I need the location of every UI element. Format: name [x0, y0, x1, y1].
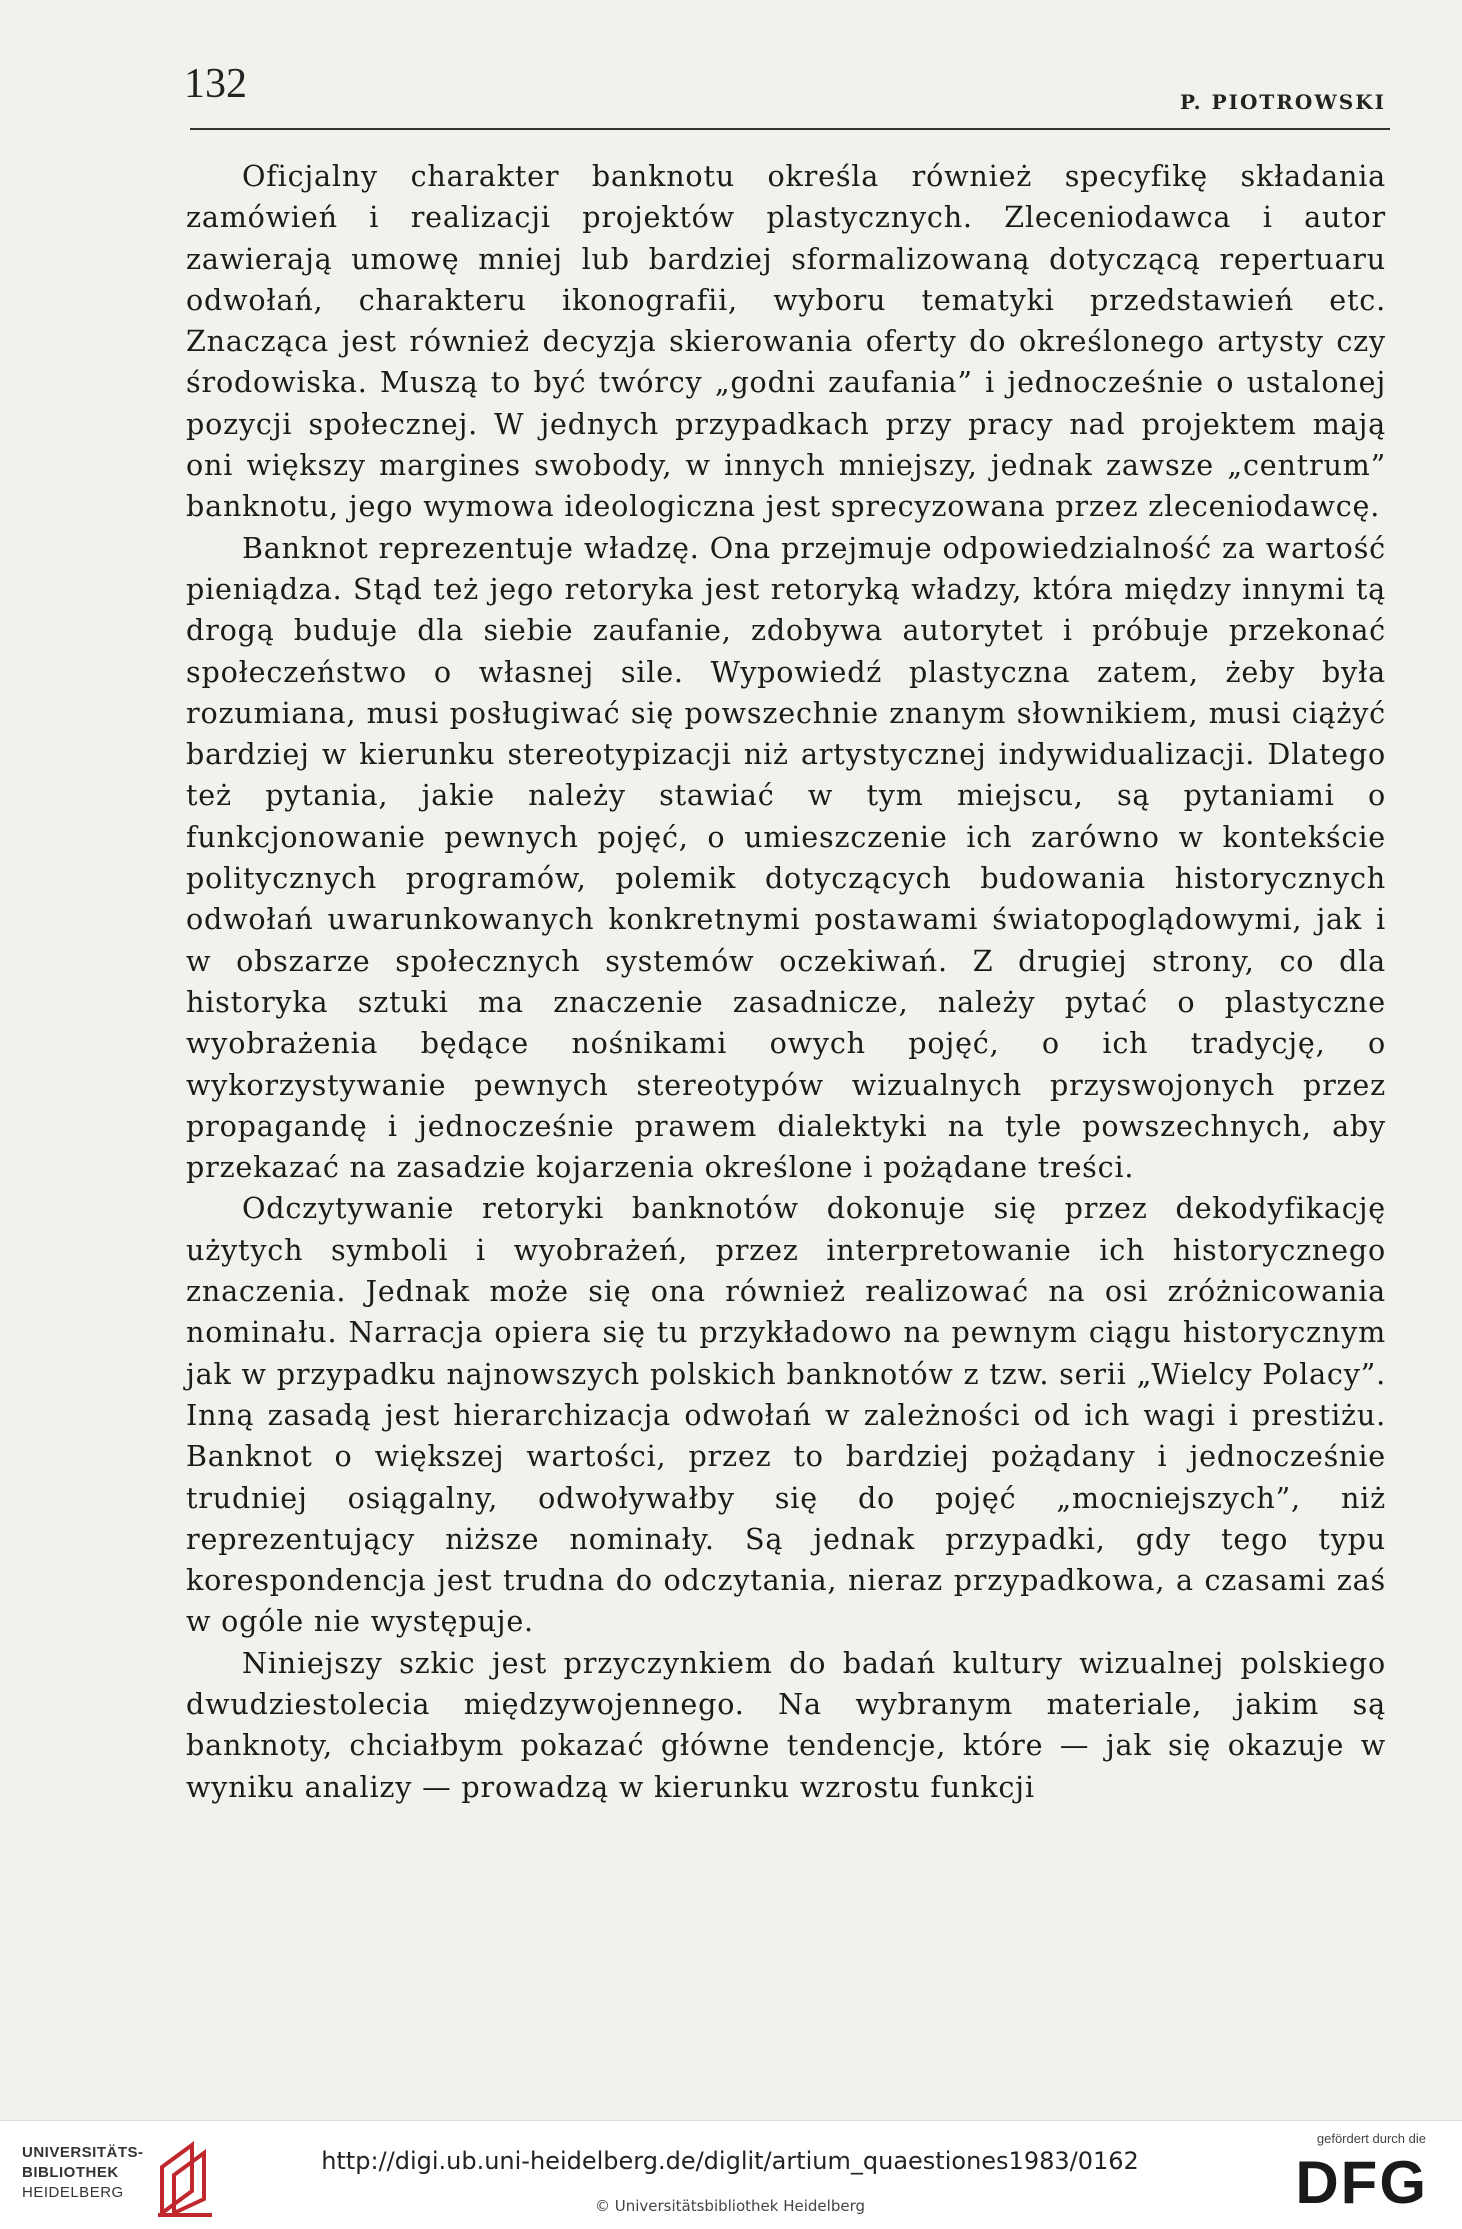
header-rule	[190, 128, 1390, 130]
paragraph-1: Oficjalny charakter banknotu określa również specyfikę składania zamówień i realizacji projektów plastycznych. Zleceniodawca i autor zawierają umowę mniej lub bardziej sformalizowaną dotyczącą repertuaru odwołań, charakteru ikonografii, wyboru tematyki przedstawień etc. Znacząca jest również decyzja skierowania oferty do określonego artysty czy środowiska. Muszą to być twórcy „godni zaufania” i jednocześnie o ustalonej pozycji społecznej. W jednych przypadkach przy pracy nad projektem mają oni większy margines swobody, w innych mniejszy, jednak zawsze „centrum” banknotu, jego wymowa ideologiczna jest sprecyzowana przez zleceniodawcę.	[186, 159, 1386, 524]
text-body	[186, 156, 1386, 1808]
logo-line-3: HEIDELBERG	[22, 2184, 124, 2201]
running-head: P. PIOTROWSKI	[1179, 90, 1386, 114]
logo-line-1: UNIVERSITÄTS-	[22, 2144, 144, 2161]
paragraph-4: Niniejszy szkic jest przyczynkiem do badań kultury wizualnej polskiego dwudziestolecia międzywojennego. Na wybranym materiale, jakim są banknoty, chciałbym pokazać główne tendencje, które — jak się okazuje w wyniku analizy — prowadzą w kierunku wzrostu funkcji	[186, 1645, 1386, 1804]
logo-line-2: BIBLIOTHEK	[22, 2164, 119, 2181]
copyright-notice: © Universitätsbibliothek Heidelberg	[594, 2197, 865, 2215]
university-library-logo[interactable]	[22, 2139, 282, 2219]
paragraph-3: Odczytywanie retoryki banknotów dokonuje się przez dekodyfikację użytych symboli i wyobrażeń, przez interpretowanie ich historycznego znaczenia. Jednak może się ona również realizować na osi zróżnicowania nominału. Narracja opiera się tu przykładowo na pewnym ciągu historycznym jak w przypadku najnowszych polskich banknotów z tzw. serii „Wielcy Polacy”. Inną zasadą jest hierarchizacja odwołań w zależności od ich wagi i prestiżu. Banknot o większej wartości, przez to bardziej pożądany i jednocześnie trudniej osiągalny, odwoływałby się do pojęć „mocniejszych”, niż reprezentujący niższe nominały. Są jednak przypadki, gdy tego typu korespondencja jest trudna do odczytania, nieraz przypadkowa, a czasami zaś w ogóle nie występuje.	[186, 1191, 1386, 1639]
source-url-link[interactable]: http://digi.ub.uni-heidelberg.de/diglit/artium_quaestiones1983/0162	[321, 2147, 1139, 2175]
paragraph-2: Banknot reprezentuje władzę. Ona przejmuje odpowiedzialność za wartość pieniądza. Stąd też jego retoryka jest retoryką władzy, która między innymi tą drogą buduje dla siebie zaufanie, zdobywa autorytet i próbuje przekonać społeczeństwo o własnej sile. Wypowiedź plastyczna zatem, żeby była rozumiana, musi posługiwać się powszechnie znanym słownikiem, musi ciążyć bardziej w kierunku stereotypizacji niż artystycznej indywidualizacji. Dlatego też pytania, jakie należy stawiać w tym miejscu, są pytaniami o funkcjonowanie pewnych pojęć, o umieszczenie ich zarówno w kontekście politycznych programów, polemik dotyczących budowania historycznych odwołań uwarunkowanych konkretnymi postawami światopoglądowymi, jak i w obszarze społecznych systemów oczekiwań. Z drugiej strony, co dla historyka sztuki ma znaczenie zasadnicze, należy pytać o plastyczne wyobrażenia będące nośnikami owych pojęć, o ich tradycję, o wykorzystywanie pewnych stereotypów wizualnych przyswojonych przez propagandę i jednocześnie prawem dialektyki na tyle powszechnych, aby przekazać na zasadzie kojarzenia określone i pożądane treści.	[186, 530, 1386, 1185]
logo-text	[22, 2143, 144, 2203]
dfg-logo[interactable]: DFG	[1295, 2149, 1428, 2216]
page-number: 132	[184, 61, 247, 107]
footer-bar	[0, 2120, 1462, 2229]
library-emblem-icon	[152, 2139, 222, 2219]
dfg-caption: gefördert durch die	[1316, 2131, 1426, 2146]
